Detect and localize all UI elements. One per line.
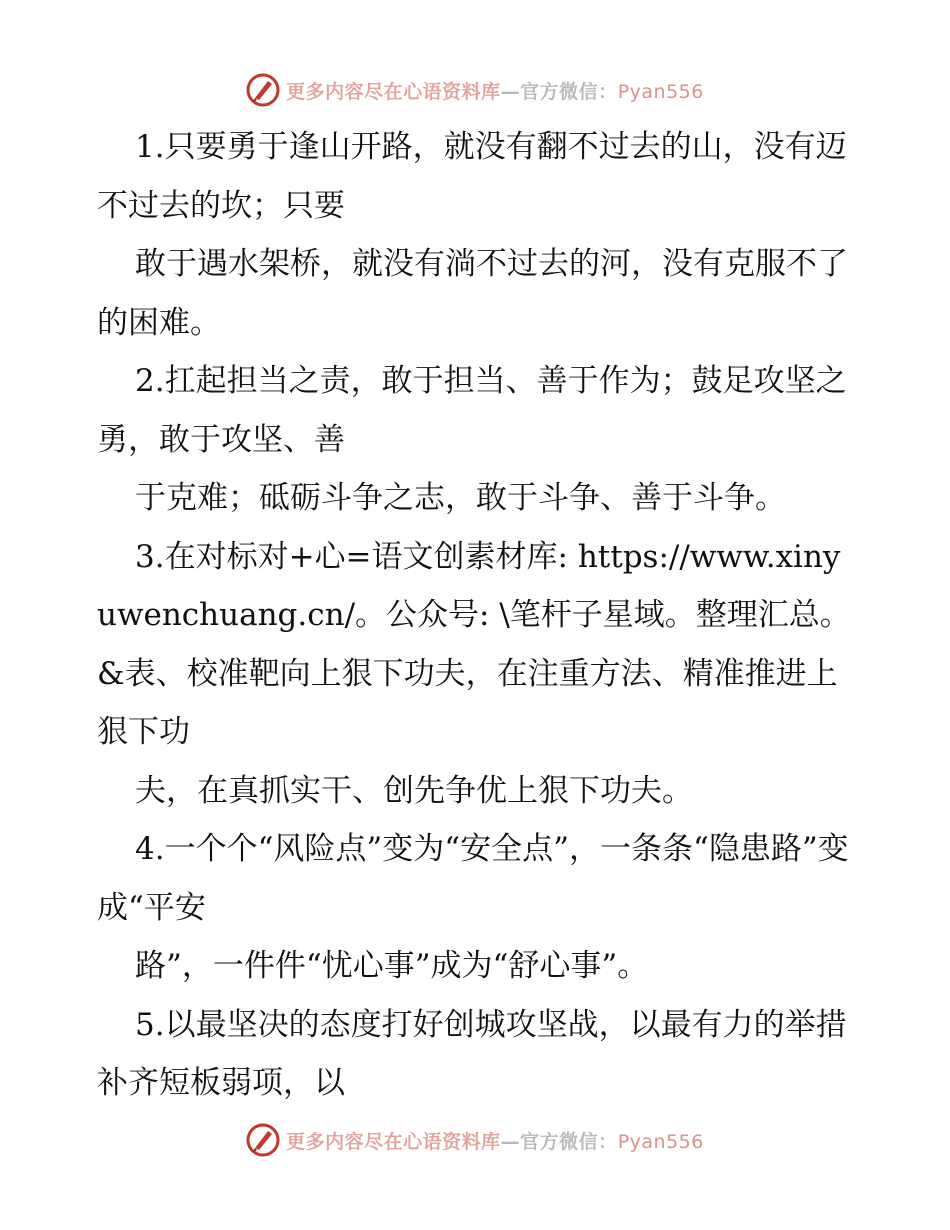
paragraph-2-continued: 于克难；砥砺斗争之志，敢于斗争、善于斗争。 — [135, 480, 786, 516]
paragraph-1-continued: 敢于遇水架桥，就没有淌不过去的河，没有克服不了的困难。 — [97, 246, 848, 341]
paragraph-3: 3.在对标对+心=语文创素材库: https://www.xinyuwenchuang.cn/。公众号: \笔杆子星域。整理汇总。&表、校准靶向上狠下功夫，在注重方法、精准推进上狠下功 — [97, 538, 851, 750]
paragraph-4-continued: 路”，一件件“忧心事”成为“舒心事”。 — [135, 948, 649, 984]
footer-banner-title: 更多内容尽在心语资料库 — [286, 1130, 501, 1153]
paragraph-4: 4.一个个“风险点”变为“安全点”，一条条“隐患路”变成“平安 — [97, 831, 849, 926]
footer-banner-text — [286, 1127, 704, 1154]
paragraph-2: 2.扛起担当之责，敢于担当、善于作为；鼓足攻坚之勇，敢于攻坚、善 — [97, 363, 847, 458]
paragraph-1: 1.只要勇于逢山开路，就没有翻不过去的山，没有迈不过去的坎；只要 — [97, 129, 847, 224]
paragraph-3-continued: 夫，在真抓实干、创先争优上狠下功夫。 — [135, 772, 693, 809]
footer-banner-wechat-label: —官方微信： — [500, 1130, 618, 1153]
document-body — [97, 118, 857, 1113]
quill-pen-logo-icon — [246, 1123, 280, 1157]
header-banner-wechat-label: —官方微信： — [500, 80, 618, 103]
paragraph-5: 5.以最坚决的态度打好创城攻坚战，以最有力的举措补齐短板弱项，以 — [97, 1006, 847, 1101]
header-banner-title: 更多内容尽在心语资料库 — [286, 80, 501, 103]
header-banner-text — [286, 77, 704, 104]
header-banner-wechat-id: Pyan556 — [617, 80, 704, 103]
header-banner — [0, 70, 950, 110]
footer-banner — [0, 1120, 950, 1160]
footer-banner-wechat-id: Pyan556 — [617, 1130, 704, 1153]
quill-pen-logo-icon — [246, 73, 280, 107]
